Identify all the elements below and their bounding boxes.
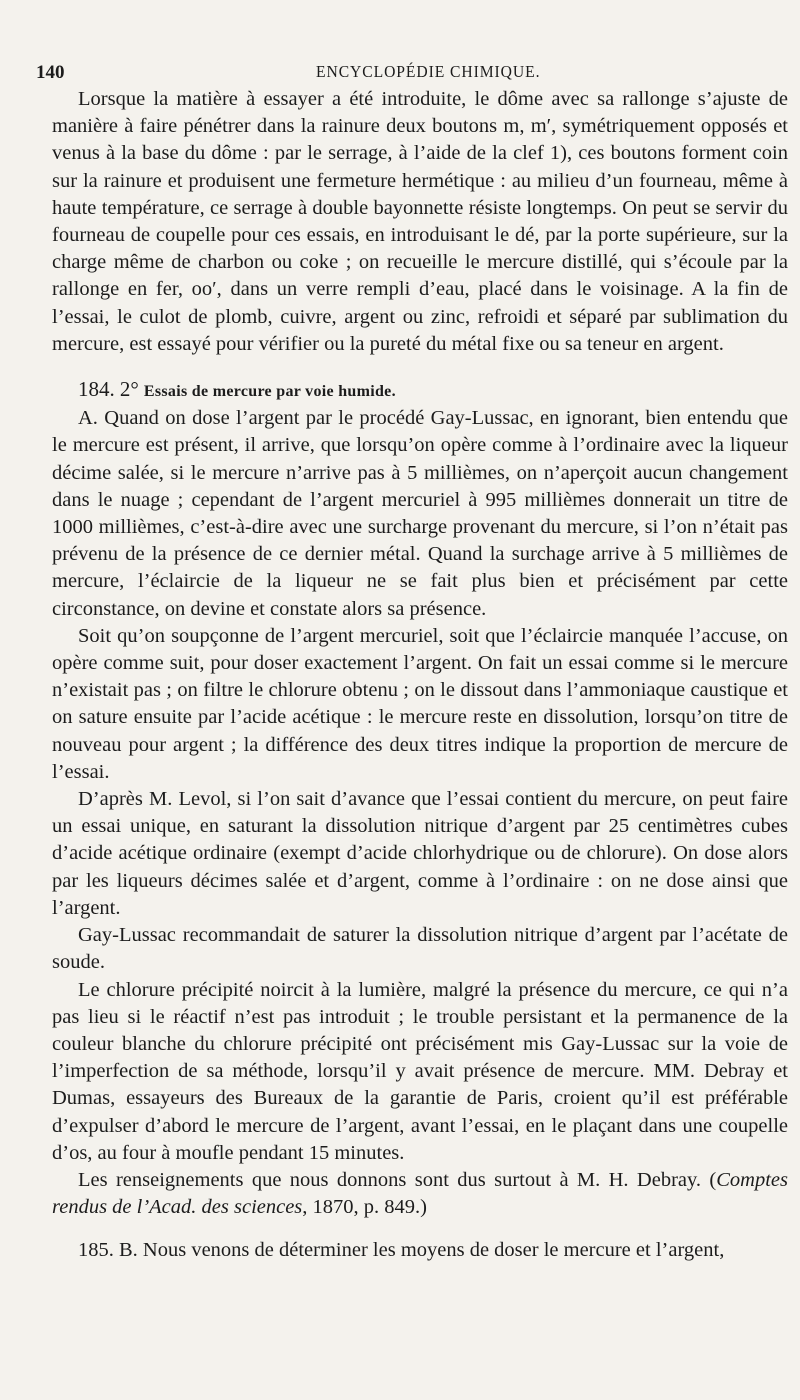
section-title: Essais de mercure par voie humide. bbox=[143, 383, 396, 401]
paragraph-mercurial-silver: Soit qu’on soupçonne de l’argent mercuriel, soit que l’éclaircie manquée l’accuse, on opère comme suit, pour doser exactement l’argent. On fait un essai comme si le mercure n’existait pas ; on filtre le chlorure obtenu ; on le dissout dans l’ammoniaque caustique et on sature ensuite par l’acide acétique : le mercure reste en dissolution, lorsqu’on titre de nouveau pour argent ; la différence des deux titres indique la proportion de mercure de l’essai. bbox=[52, 624, 788, 783]
paragraph-chlorure: Le chlorure précipité noircit à la lumière, malgré la présence du mercure, ce qui n’a pas lieu si le réactif n’est pas introduit ; le trouble persistant et la permanence de la couleur blanche du chlorure précipité ont précisément mis Gay-Lussac sur la voie de l’imperfection de sa méthode, lorsqu’il y avait présence de mercure. MM. Debray et Dumas, essayeurs des Bureaux de la garantie de Paris, croient qu’il est préférable d’expulser d’abord le mercure de l’argent, avant l’essai, en le plaçant dans une coupelle d’os, au four à moufle pendant 15 minutes. bbox=[52, 978, 788, 1164]
paragraph-acetate: Gay-Lussac recommandait de saturer la dissolution nitrique d’argent par l’acétate de soude. bbox=[52, 924, 788, 974]
citation-details: , 1870, p. 849.) bbox=[302, 1196, 427, 1219]
section-heading-184 bbox=[52, 376, 788, 405]
paragraph-gay-lussac: A. Quand on dose l’argent par le procédé Gay-Lussac, en ignorant, bien entendu que le mercure est présent, il arrive, que lorsqu’on opère comme à l’ordinaire avec la liqueur décime salée, si le mercure n’arrive pas à 5 millièmes, on n’aperçoit aucun changement dans le nuage ; cependant de l’argent mercuriel à 995 millièmes donnerait un titre de 1000 millièmes, c’est-à-dire avec une surcharge provenant du mercure, si l’on n’était pas prévenu de la présence de ce dernier métal. Quand la surchage arrive à 5 millièmes de mercure, l’éclaircie de la liqueur ne se fait plus bien et précisément par cette circonstance, on devine et constate alors sa présence. bbox=[52, 407, 788, 620]
page-header bbox=[36, 62, 770, 88]
page-number: 140 bbox=[36, 62, 65, 83]
references-text: Les renseignements que nous donnons sont dus surtout à M. H. Debray. ( bbox=[78, 1168, 717, 1191]
paragraph-references bbox=[52, 1167, 788, 1221]
section-prefix: 2° bbox=[119, 377, 139, 402]
section-number: 184. bbox=[78, 377, 115, 402]
running-title: ENCYCLOPÉDIE CHIMIQUE. bbox=[316, 62, 541, 81]
citation-title: Comptes rendus de l’Acad. des sciences bbox=[52, 1168, 788, 1219]
paragraph-section-185: 185. B. Nous venons de déterminer les moyens de doser le mercure et l’argent, bbox=[78, 1239, 725, 1262]
paragraph-furnace-test: Lorsque la matière à essayer a été introduite, le dôme avec sa rallonge s’ajuste de manière à faire pénétrer dans la rainure deux boutons m, m′, symétriquement opposés et venus à la base du dôme : par le serrage, à l’aide de la clef 1), ces boutons forment coin sur la rainure et produisent une fermeture hermétique : au milieu d’un fourneau, même à haute température, ce serrage à double bayonnette résiste longtemps. On peut se servir du fourneau de coupelle pour ces essais, en introduisant le dé, par la porte supérieure, sur la charge même de charbon ou coke ; on recueille le mercure distillé, qui s’écoule par la rallonge en fer, oo′, dans un verre rempli d’eau, placé dans le voisinage. A la fin de l’essai, le culot de plomb, cuivre, argent ou zinc, refroidi et séparé par sublimation du mercure, est essayé pour vérifier ou la pureté du métal fixe ou sa teneur en argent. bbox=[52, 88, 788, 355]
paragraph-levol: D’après M. Levol, si l’on sait d’avance que l’essai contient du mercure, on peut faire un essai unique, en saturant la dissolution nitrique d’argent par 25 centimètres cubes d’acide acétique ordinaire (exempt d’acide chlorhydrique ou de chlorure). On dose alors par les liqueurs décimes salée et d’argent, comme à l’ordinaire : on ne dose ainsi que l’argent. bbox=[52, 788, 788, 919]
body-text bbox=[52, 86, 788, 1265]
